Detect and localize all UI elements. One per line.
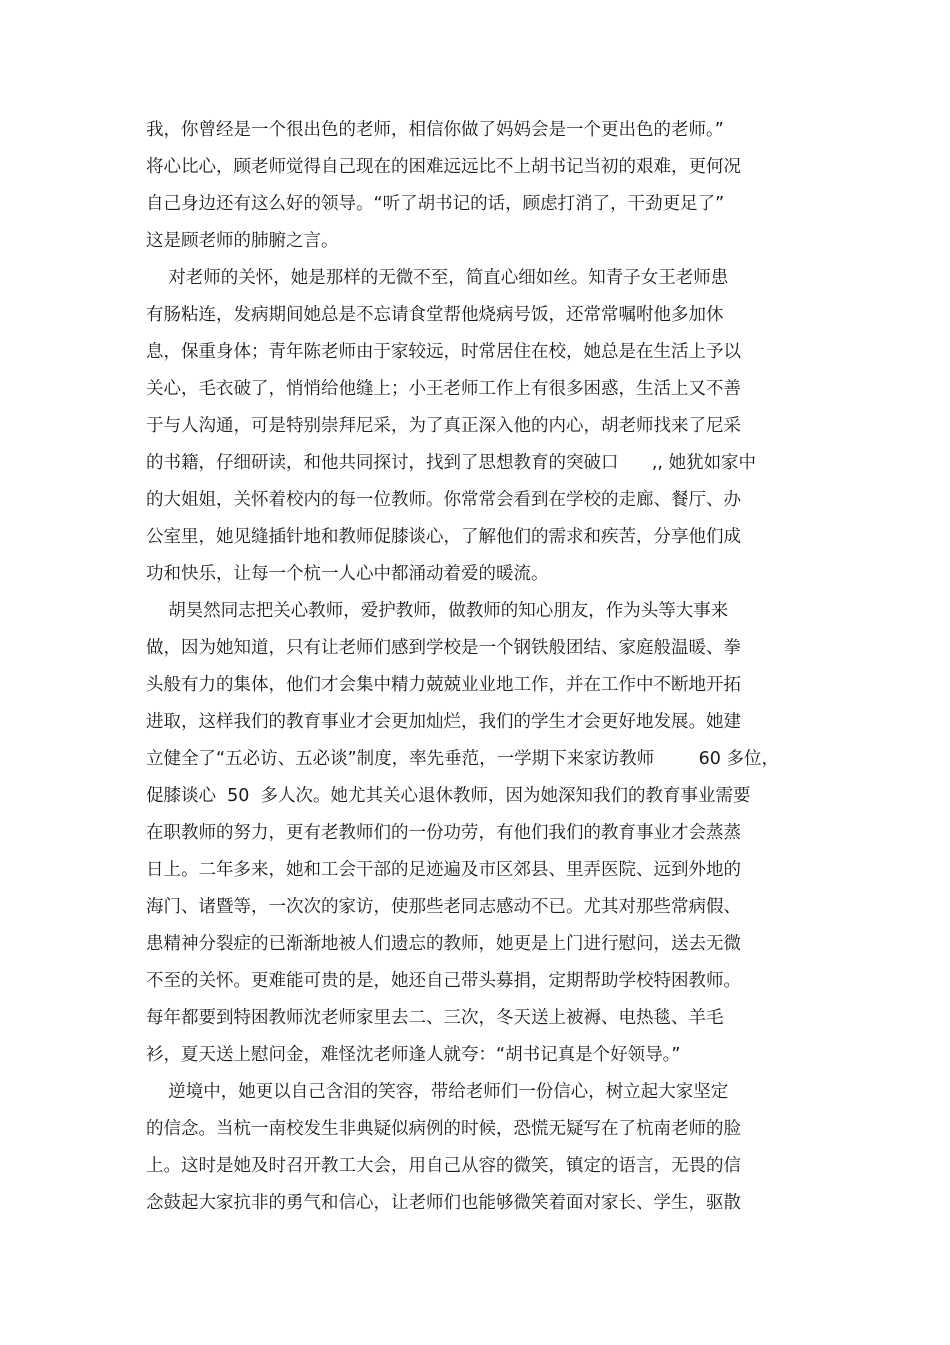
- text-line: 头般有力的集体，他们才会集中精力兢兢业业地工作，并在工作中不断地开拓: [146, 675, 741, 695]
- text-line: 在职教师的努力，更有老教师们的一份功劳，有他们我们的教育事业才会蒸蒸: [146, 823, 741, 843]
- text-line: 上。这时是她及时召开教工大会，用自己从容的微笑，镇定的语言，无畏的信: [146, 1156, 741, 1176]
- text-line: 胡昊然同志把关心教师，爱护教师，做教师的知心朋友，作为头等大事来: [146, 601, 729, 621]
- text-line: 日上。二年多来，她和工会干部的足迹遍及市区郊县、里弄医院、远到外地的: [146, 860, 741, 880]
- text-line: 功和快乐，让每一个杭一人心中都涌动着爱的暖流。: [146, 564, 549, 584]
- text-line: 不至的关怀。更难能可贵的是，她还自己带头募捐，定期帮助学校特困教师。: [146, 971, 741, 991]
- text-line: 自己身边还有这么好的领导。“听了胡书记的话，顾虑打消了，干劲更足了”: [146, 194, 725, 214]
- text-line: 的书籍，仔细研读，和他共同探讨，找到了思想教育的突破口 ,, 她犹如家中: [146, 453, 757, 473]
- text-line: 息，保重身体；青年陈老师由于家较远，时常居住在校，她总是在生活上予以: [146, 342, 741, 362]
- text-line: 有肠粘连，发病期间她总是不忘请食堂帮他烧病号饭，还常常嘱咐他多加休: [146, 305, 724, 325]
- text-line: 海门、诸暨等，一次次的家访，使那些老同志感动不已。尤其对那些常病假、: [146, 897, 741, 917]
- text-line: 念鼓起大家抗非的勇气和信心，让老师们也能够微笑着面对家长、学生，驱散: [146, 1193, 741, 1213]
- text-line: 的信念。当杭一南校发生非典疑似病例的时候，恐慌无疑写在了杭南老师的脸: [146, 1119, 741, 1139]
- text-line: 将心比心，顾老师觉得自己现在的困难远远比不上胡书记当初的艰难，更何况: [146, 157, 741, 177]
- text-line: 进取，这样我们的教育事业才会更加灿烂，我们的学生才会更好地发展。她建: [146, 712, 741, 732]
- text-line: 促膝谈心 50 多人次。她尤其关心退休教师，因为她深知我们的教育事业需要: [146, 786, 751, 806]
- text-line: 关心，毛衣破了，悄悄给他缝上；小王老师工作上有很多困惑，生活上又不善: [146, 379, 741, 399]
- body-text: [146, 112, 806, 1222]
- text-line: 于与人沟通，可是特别崇拜尼采，为了真正深入他的内心，胡老师找来了尼采: [146, 416, 741, 436]
- text-line: 公室里，她见缝插针地和教师促膝谈心，了解他们的需求和疾苦，分享他们成: [146, 527, 741, 547]
- text-line: 做，因为她知道，只有让老师们感到学校是一个钢铁般团结、家庭般温暖、拳: [146, 638, 741, 658]
- text-line: 我，你曾经是一个很出色的老师，相信你做了妈妈会是一个更出色的老师。”: [146, 120, 724, 140]
- text-line: 逆境中，她更以自己含泪的笑容，带给老师们一份信心，树立起大家坚定: [146, 1082, 729, 1102]
- text-line: 对老师的关怀，她是那样的无微不至，简直心细如丝。知青子女王老师患: [146, 268, 729, 288]
- text-line: 这是顾老师的肺腑之言。: [146, 231, 339, 251]
- text-line: 的大姐姐，关怀着校内的每一位教师。你常常会看到在学校的走廊、餐厅、办: [146, 490, 741, 510]
- text-line: 立健全了“五必访、五必谈”制度，率先垂范，一学期下来家访教师 60 多位，: [146, 749, 779, 769]
- text-line: 患精神分裂症的已渐渐地被人们遗忘的教师，她更是上门进行慰问，送去无微: [146, 934, 741, 954]
- text-line: 每年都要到特困教师沈老师家里去二、三次，冬天送上被褥、电热毯、羊毛: [146, 1008, 724, 1028]
- text-line: 衫，夏天送上慰问金，难怪沈老师逢人就夸：“胡书记真是个好领导。”: [146, 1045, 681, 1065]
